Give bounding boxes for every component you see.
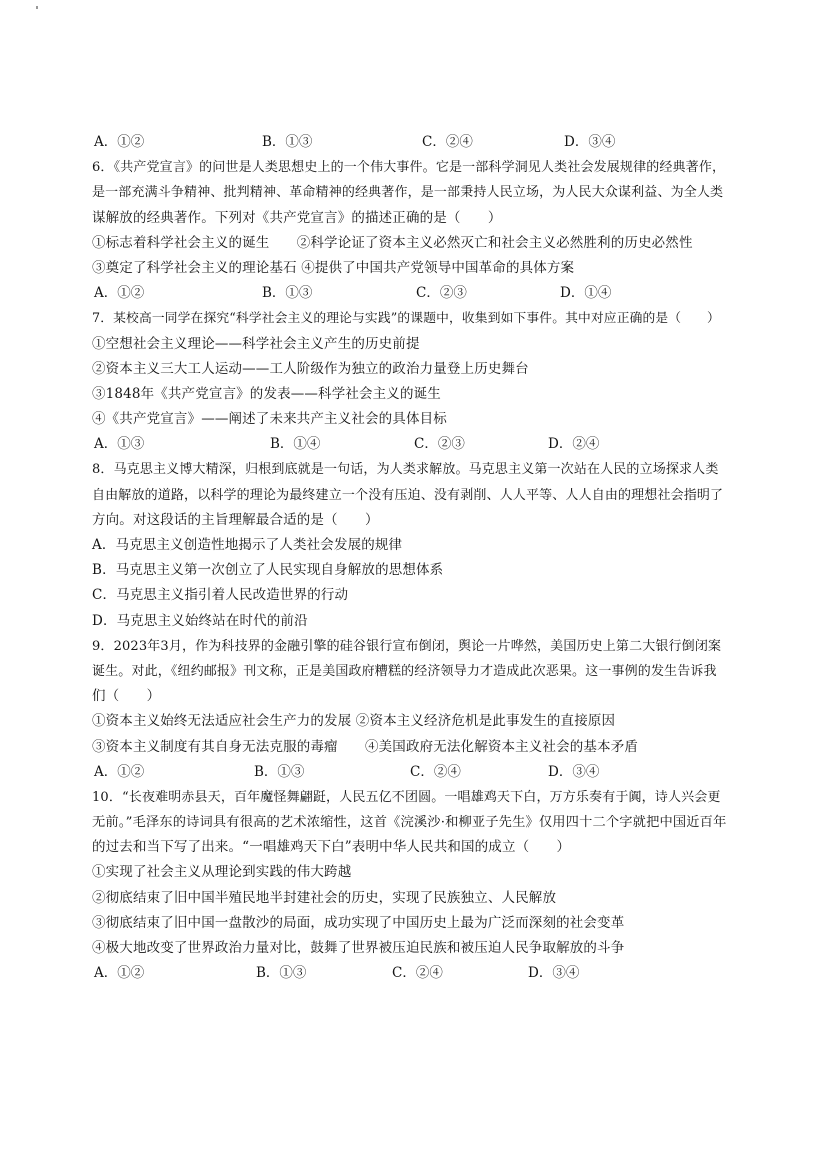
q9-stem-line: 9．2023年3月，作为科技界的金融引擎的硅谷银行宣布倒闭，舆论一片哗然，美国历史上第二大银行倒闭案 (92, 638, 722, 654)
q5-options (92, 130, 724, 155)
q8-choice-b[interactable]: B．马克思主义第一次创立了人民实现自身解放的思想体系 (92, 562, 444, 579)
q7-item: ④《共产党宣言》——阐述了未来共产主义社会的具体目标 (92, 411, 447, 428)
q10-option-b[interactable]: B．①③ (256, 965, 307, 982)
q7-stem-line: 7．某校高一同学在探究“科学社会主义的理论与实践”的课题中，收集到如下事件。其中对应正确的是（ ） (92, 311, 720, 327)
q10-item: ④极大地改变了世界政治力量对比，鼓舞了世界被压迫民族和被压迫人民争取解放的斗争 (92, 940, 625, 956)
q5-option-a[interactable]: A．①② (94, 134, 145, 150)
q6-stem-line: 6．《共产党宣言》的问世是人类思想史上的一个伟大事件。它是一部科学洞见人类社会发展规律的经典著作， (92, 160, 726, 176)
scan-mark (36, 6, 38, 9)
q9-option-c[interactable]: C．②④ (410, 763, 461, 780)
q6-options (92, 281, 724, 306)
question-9 (92, 634, 724, 785)
q10-item: ①实现了社会主义从理论到实践的伟大跨越 (92, 864, 352, 881)
q9-options (92, 760, 724, 785)
q9-option-b[interactable]: B．①③ (254, 763, 305, 780)
q6-stem-line: 谋解放的经典著作。下列对《共产党宣言》的描述正确的是（ ） (92, 209, 502, 226)
question-list (92, 130, 727, 986)
question-7 (92, 306, 724, 457)
q7-option-a[interactable]: A．①③ (94, 436, 145, 453)
q9-option-d[interactable]: D．③④ (548, 763, 600, 780)
q8-choice-a[interactable]: A．马克思主义创造性地揭示了人类社会发展的规律 (92, 537, 403, 553)
q9-item: ①资本主义始终无法适应社会生产力的发展 ②资本主义经济危机是此事发生的直接原因 (92, 713, 616, 730)
q10-stem-line: 10．“长夜难明赤县天，百年魔怪舞翩跹，人民五亿不团圆。一唱雄鸡天下白，万方乐奏有于阗，诗人兴会更 (92, 789, 721, 805)
q10-item: ③彻底结束了旧中国一盘散沙的局面，成功实现了中国历史上最为广泛而深刻的社会变革 (92, 914, 625, 931)
q7-option-b[interactable]: B．①④ (270, 436, 321, 453)
q10-options (92, 961, 724, 986)
q5-option-d[interactable]: D．③④ (564, 134, 616, 150)
q9-option-a[interactable]: A．①② (94, 763, 145, 780)
q6-stem-line: 是一部充满斗争精神、批判精神、革命精神的经典著作，是一部秉持人民立场，为人民大众谋利益、为全人类 (92, 185, 724, 201)
q8-choice-c[interactable]: C．马克思主义指引着人民改造世界的行动 (92, 587, 349, 604)
question-8 (92, 457, 724, 633)
q10-stem-line: 的过去和当下写了出来。“一唱雄鸡天下白”表明中华人民共和国的成立（ ） (92, 839, 571, 856)
q6-option-a[interactable]: A．①② (94, 285, 145, 302)
question-10 (92, 785, 727, 987)
q7-options (92, 432, 724, 457)
q7-option-c[interactable]: C．②③ (414, 436, 465, 453)
q8-stem-line: 方向。对这段话的主旨理解最合适的是（ ） (92, 511, 379, 528)
q7-item: ②资本主义三大工人运动——工人阶级作为独立的政治力量登上历史舞台 (92, 360, 529, 377)
q6-item: ③奠定了科学社会主义的理论基石 ④提供了中国共产党领导中国革命的具体方案 (92, 259, 575, 276)
q5-option-b[interactable]: B．①③ (262, 134, 313, 150)
q6-option-c[interactable]: C．②③ (416, 285, 467, 302)
q8-stem-line: 8．马克思主义博大精深，归根到底就是一句话，为人类求解放。马克思主义第一次站在人民的立场探求人类 (92, 462, 719, 478)
q10-stem-line: 无前。”毛泽东的诗词具有很高的艺术浓缩性，这首《浣溪沙·和柳亚子先生》仅用四十二个字就把中国近百年 (92, 815, 727, 831)
q7-option-d[interactable]: D．②④ (548, 436, 600, 453)
q10-option-c[interactable]: C．②④ (392, 965, 443, 982)
q9-stem-line: 们（ ） (92, 688, 161, 705)
question-6 (92, 155, 724, 306)
q5-option-c[interactable]: C．②④ (422, 134, 473, 150)
q7-item: ①空想社会主义理论——科学社会主义产生的历史前提 (92, 335, 420, 352)
q6-option-d[interactable]: D．①④ (560, 285, 612, 302)
q8-stem-line: 自由解放的道路，以科学的理论为最终建立一个没有压迫、没有剥削、人人平等、人人自由的理想社会指明了 (92, 487, 724, 503)
q9-stem-line: 诞生。对此，《纽约邮报》刊文称，正是美国政府糟糕的经济领导力才造成此次恶果。这一事例的发生告诉我 (92, 663, 717, 679)
q6-option-b[interactable]: B．①③ (262, 285, 313, 302)
q10-option-a[interactable]: A．①② (94, 965, 145, 982)
q10-item: ②彻底结束了旧中国半殖民地半封建社会的历史，实现了民族独立、人民解放 (92, 889, 557, 906)
q6-item: ①标志着科学社会主义的诞生 ②科学论证了资本主义必然灭亡和社会主义必然胜利的历史必然性 (92, 234, 693, 251)
q7-item: ③1848年《共产党宣言》的发表——科学社会主义的诞生 (92, 385, 441, 402)
q9-item: ③资本主义制度有其自身无法克服的毒瘤 ④美国政府无法化解资本主义社会的基本矛盾 (92, 738, 638, 755)
q8-choice-d[interactable]: D．马克思主义始终站在时代的前沿 (92, 612, 308, 629)
q10-option-d[interactable]: D．③④ (528, 965, 580, 982)
